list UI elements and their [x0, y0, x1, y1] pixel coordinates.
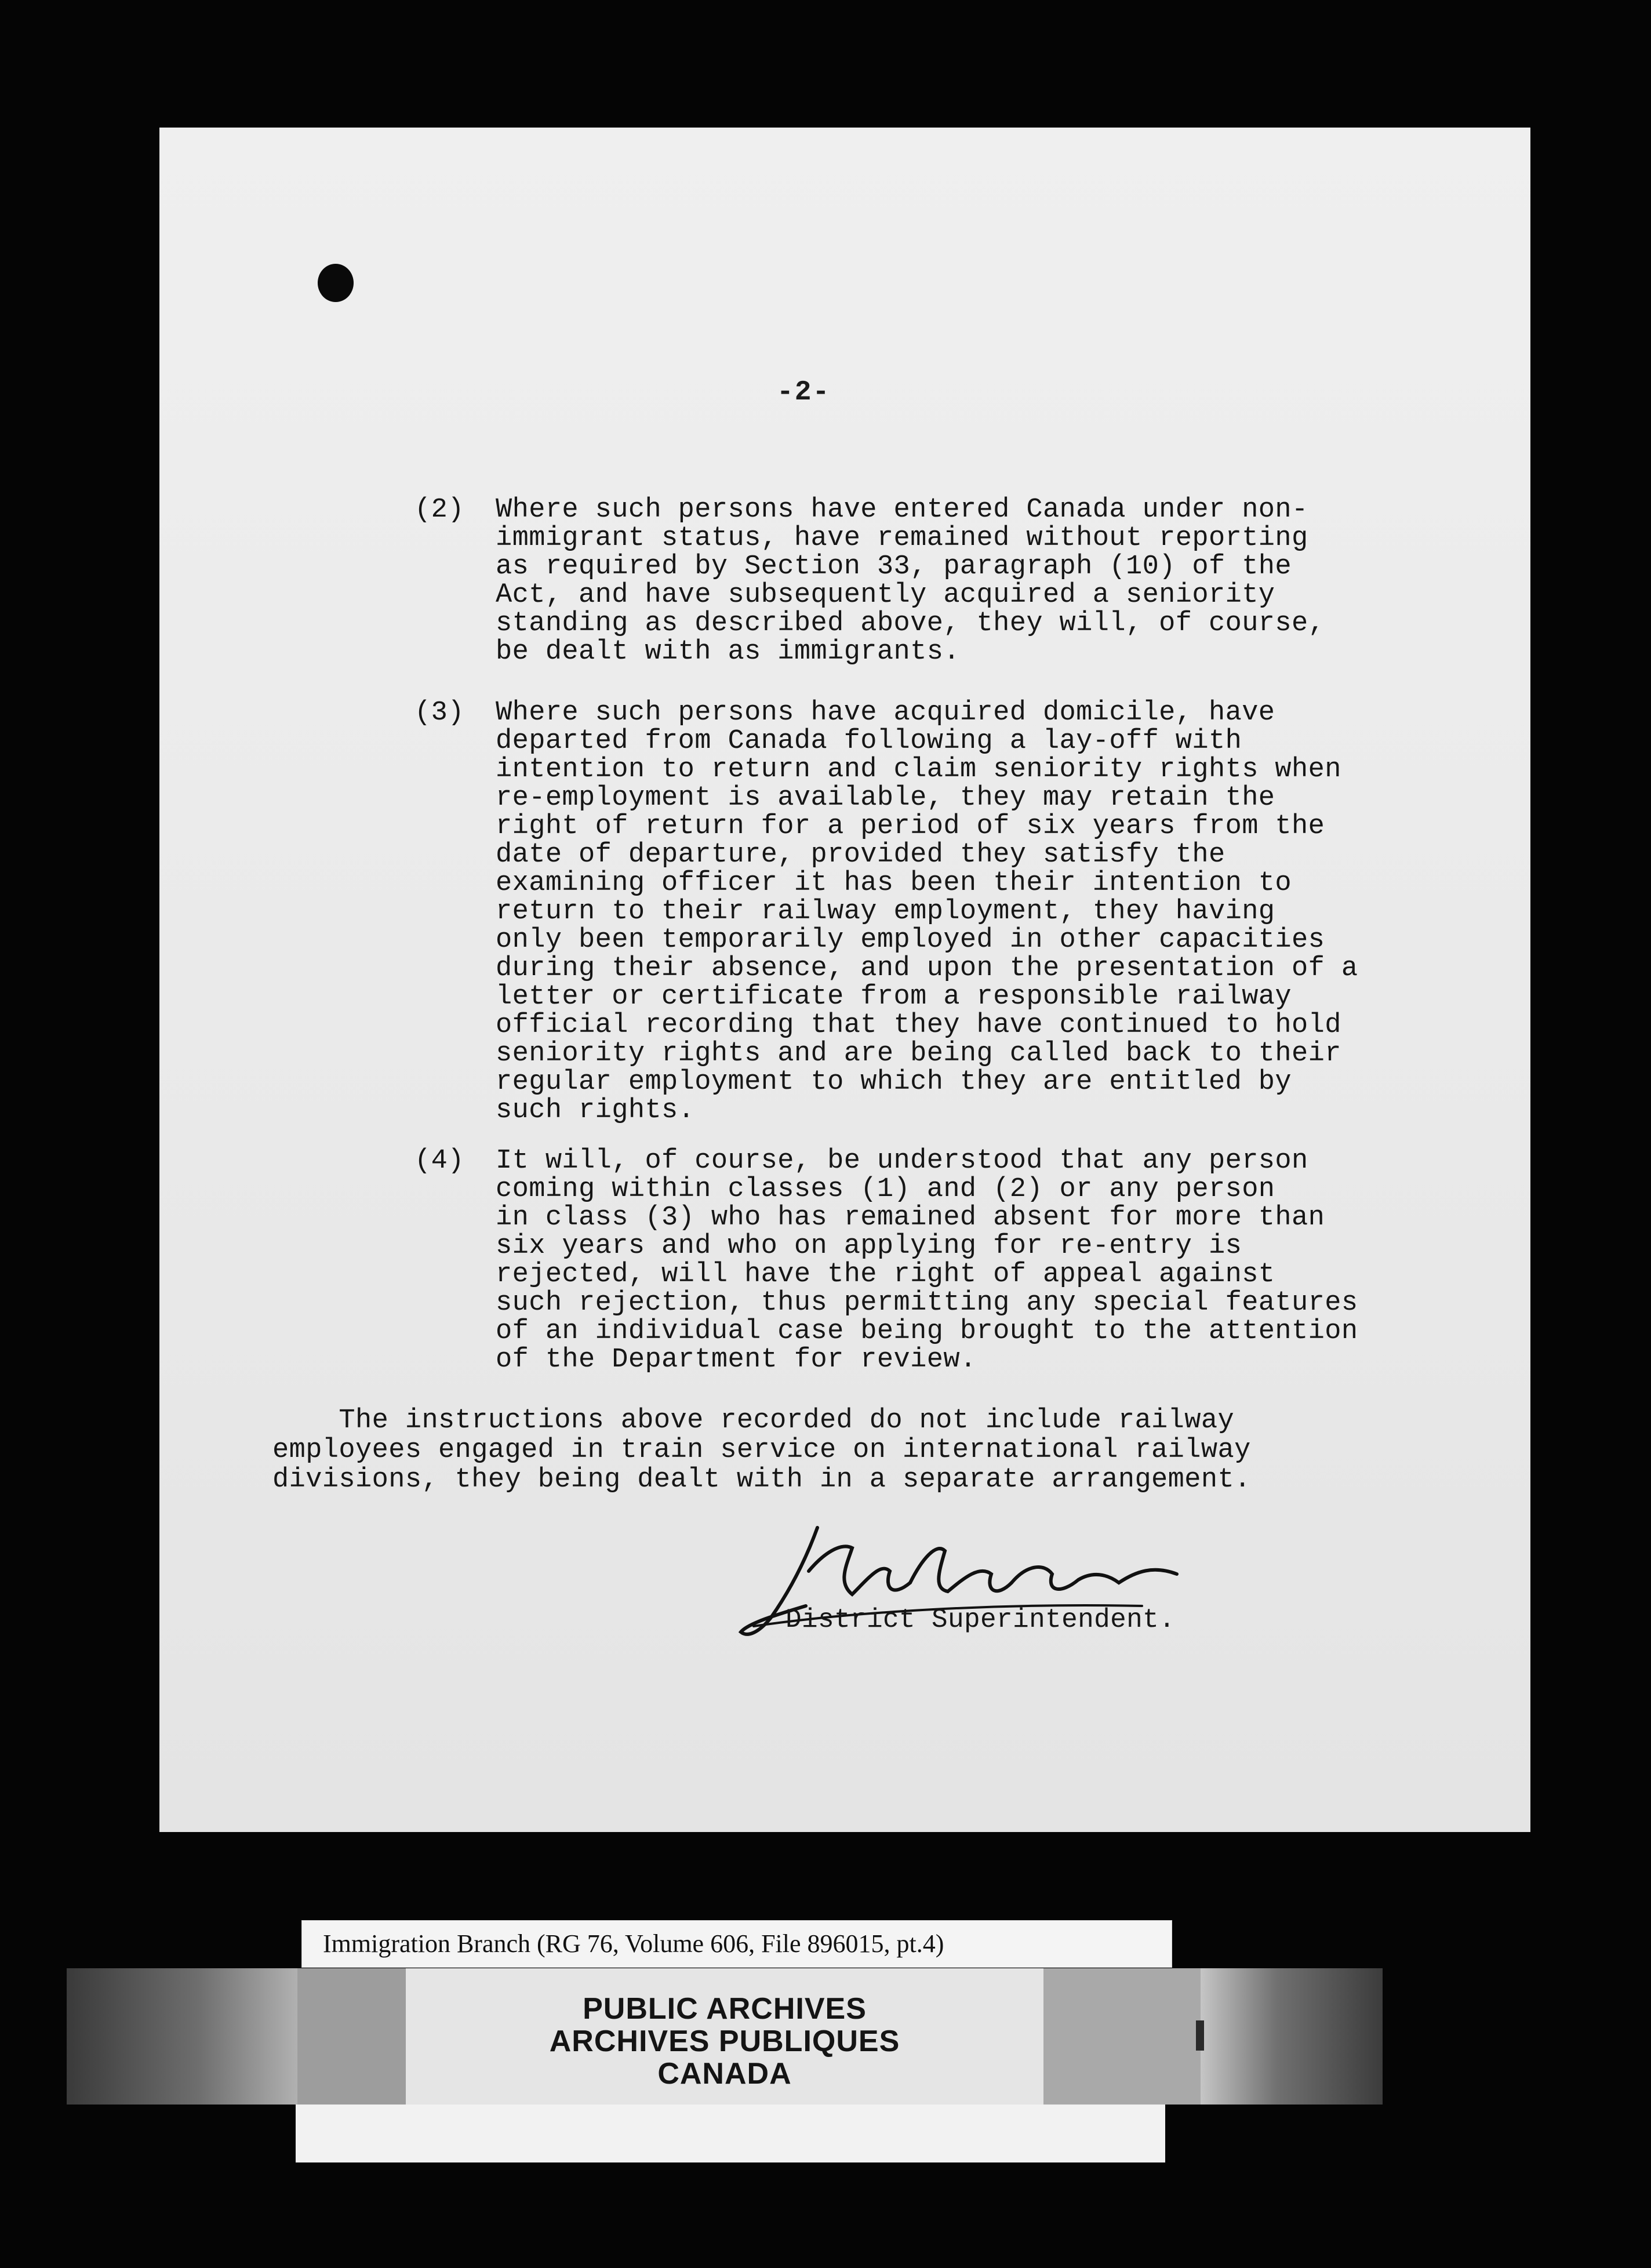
archive-film-strip [67, 1968, 1383, 2105]
text-line: immigrant status, have remained without reporting [496, 523, 1308, 554]
signature-title: District Superintendent. [786, 1605, 1176, 1635]
text-line: six years and who on applying for re-entry is [496, 1231, 1242, 1262]
text-line: letter or certificate from a responsible railway [496, 982, 1292, 1012]
item-number: (3) [414, 697, 464, 728]
item-number: (4) [414, 1146, 464, 1176]
text-line: rejected, will have the right of appeal against [496, 1259, 1275, 1290]
text-line: of the Department for review. [496, 1344, 977, 1375]
text-line: divisions, they being dealt with in a separate arrangement. [272, 1464, 1251, 1495]
stamp-line: ARCHIVES PUBLIQUES [549, 2025, 900, 2058]
item-text [496, 1147, 1470, 1374]
text-line: in class (3) who has remained absent for more than [496, 1202, 1325, 1233]
item-number: (2) [414, 495, 464, 525]
film-strip-block [1022, 1968, 1201, 2105]
text-line: regular employment to which they are entitled by [496, 1067, 1292, 1097]
text-line: of an individual case being brought to the attention [496, 1316, 1358, 1347]
text-line: Where such persons have acquired domicile, have [496, 697, 1275, 728]
archives-stamp [406, 1968, 1043, 2105]
text-line: seniority rights and are being called back to their [496, 1038, 1341, 1069]
text-line: coming within classes (1) and (2) or any person [496, 1174, 1275, 1205]
text-line: re-employment is available, they may retain the [496, 783, 1275, 813]
text-line: during their absence, and upon the presentation of a [496, 953, 1358, 984]
text-line: such rights. [496, 1095, 695, 1126]
text-line: It will, of course, be understood that any person [496, 1146, 1308, 1176]
closing-paragraph [272, 1406, 1251, 1495]
text-line: such rejection, thus permitting any special features [496, 1288, 1358, 1318]
text-line: departed from Canada following a lay-off with [496, 726, 1242, 757]
page-number: -2- [777, 377, 831, 408]
text-line: Act, and have subsequently acquired a seniority [496, 580, 1275, 610]
item-text [496, 496, 1470, 666]
text-line: examining officer it has been their intention to [496, 868, 1292, 899]
stamp-line: CANADA [657, 2057, 792, 2091]
punch-hole [318, 264, 354, 302]
text-line: standing as described above, they will, of course, [496, 608, 1325, 639]
film-mark [1196, 2020, 1204, 2051]
text-line: return to their railway employment, they having [496, 896, 1275, 927]
archive-reference-label [301, 1920, 1172, 1968]
text-line: as required by Section 33, paragraph (10) of the [496, 551, 1292, 582]
text-line: be dealt with as immigrants. [496, 637, 960, 667]
text-line: employees engaged in train service on international railway [272, 1435, 1251, 1466]
blank-label [296, 2105, 1165, 2162]
text-line: official recording that they have continued to hold [496, 1010, 1341, 1041]
text-line: right of return for a period of six years from the [496, 811, 1325, 842]
stamp-line: PUBLIC ARCHIVES [583, 1992, 867, 2026]
item-text [496, 699, 1470, 1125]
text-line: Where such persons have entered Canada under non- [496, 495, 1308, 525]
text-line: intention to return and claim seniority rights when [496, 754, 1341, 785]
text-line: only been temporarily employed in other capacities [496, 925, 1325, 955]
text-line: The instructions above recorded do not include railway [272, 1405, 1235, 1436]
archive-reference: Immigration Branch (RG 76, Volume 606, File 896015, pt.4) [323, 1929, 944, 1958]
text-line: date of departure, provided they satisfy the [496, 839, 1225, 870]
